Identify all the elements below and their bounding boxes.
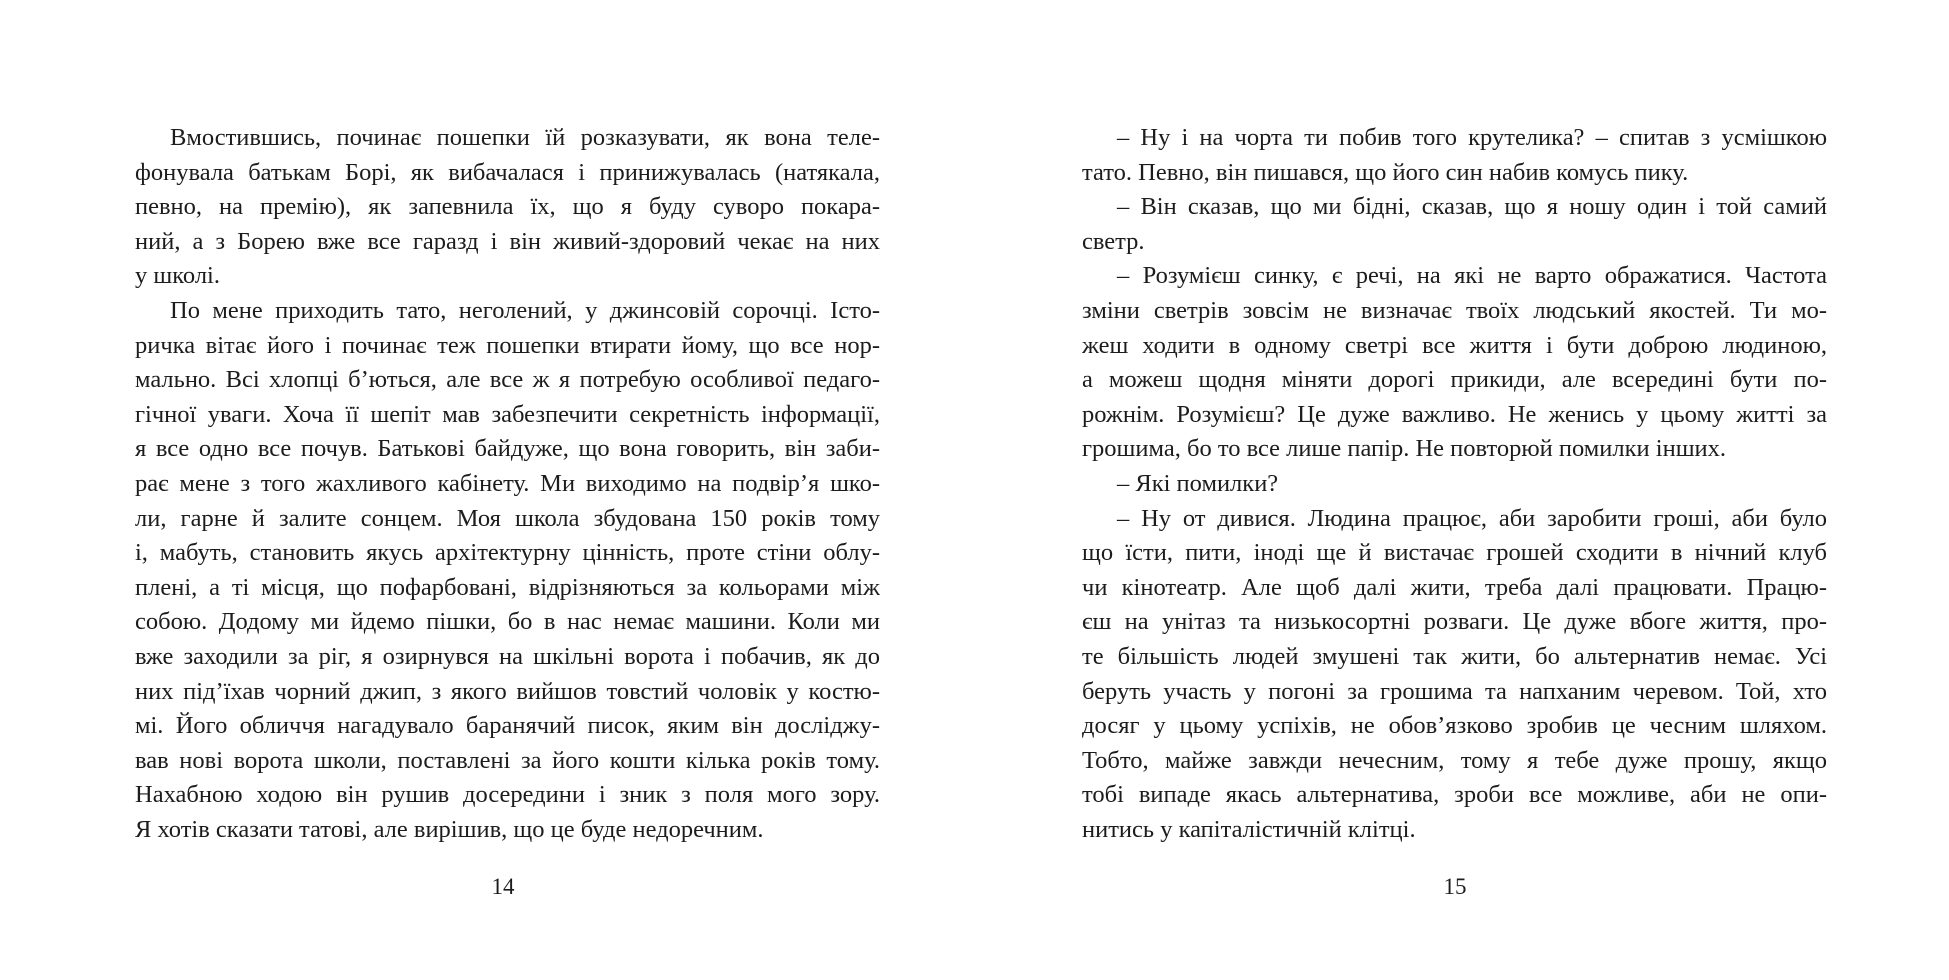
text-line: – Ну і на чорта ти побив того крутелика? – спитав з усмішкою — [1117, 124, 1827, 151]
text-line: Вмостившись, починає пошепки їй розказувати, як вона теле- — [170, 124, 880, 151]
text-line: светр. — [1082, 227, 1145, 255]
right-page-number: 15 — [1443, 874, 1467, 899]
text-line: мально. Всі хлопці б’ються, але все ж я потребую особливої педаго- — [135, 366, 880, 394]
text-line: ли, гарне й залите сонцем. Моя школа збудована 150 років тому — [135, 504, 880, 532]
text-line: ричка вітає його і починає теж пошепки втирати йому, що все нор- — [135, 331, 880, 359]
right-page — [975, 0, 1949, 980]
text-line: Тобто, майже завжди нечесним, тому я тебе дуже прошу, якщо — [1082, 746, 1827, 774]
text-line: єш на унітаз та низькосортні розваги. Це дуже вбоге життя, про- — [1082, 608, 1827, 636]
text-line: зміни светрів зовсім не визначає твоїх людський якостей. Ти мо- — [1082, 296, 1827, 324]
text-line: певно, на премію), як запевнила їх, що я буду суворо покара- — [135, 193, 880, 221]
text-line: що їсти, пити, іноді ще й вистачає грошей сходити в нічний клуб — [1082, 539, 1827, 567]
text-line: плені, а ті місця, що пофарбовані, відрізняються за кольорами між — [135, 573, 880, 601]
text-line: Я хотів сказати татові, але вирішив, що це буде недоречним. — [135, 815, 764, 843]
left-page-text — [135, 121, 880, 847]
text-line: них під’їхав чорний джип, з якого вийшов товстий чоловік у костю- — [135, 677, 880, 705]
text-line: фонувала батькам Борі, як вибачалася і принижувалась (натякала, — [135, 158, 880, 186]
text-line: ний, а з Борею вже все гаразд і він живий-здоровий чекає на них — [135, 227, 880, 255]
text-line: а можеш щодня міняти дорогі прикиди, але всередині бути по- — [1082, 366, 1827, 394]
text-line: я все одно все почув. Батькові байдуже, що вона говорить, він заби- — [135, 435, 880, 463]
text-line: тобі випаде якась альтернатива, зроби все можливе, аби не опи- — [1082, 781, 1827, 809]
text-line: гічної уваги. Хоча її шепіт мав забезпечити секретність інформації, — [135, 400, 880, 428]
text-line: мі. Його обличчя нагадувало баранячий писок, яким він дослiджу- — [135, 712, 880, 740]
text-line: рає мене з того жахливого кабінету. Ми виходимо на подвір’я шко- — [135, 469, 880, 497]
text-line: вав нові ворота школи, поставлені за його кошти кілька років тому. — [135, 746, 880, 774]
text-line: чи кінотеатр. Але щоб далі жити, треба далі працювати. Працю- — [1082, 573, 1827, 601]
text-line: рожнім. Розумієш? Це дуже важливо. Не женись у цьому житті за — [1082, 400, 1827, 428]
text-line: По мене приходить тато, неголений, у джинсовій сорочці. Істо- — [170, 296, 880, 324]
text-line: тато. Певно, він пишався, що його син набив комусь пику. — [1082, 158, 1689, 186]
text-line: вже заходили за ріг, я озирнувся на шкільні ворота і побачив, як до — [135, 642, 880, 670]
text-line: беруть участь у погоні за грошима та напханим черевом. Той, хто — [1082, 677, 1827, 705]
right-page-text — [1082, 121, 1827, 847]
text-line: – Розумієш синку, є речі, на які не варто ображатися. Частота — [1117, 262, 1827, 290]
text-line: нитись у капіталістичній клітці. — [1082, 815, 1416, 843]
text-line: жеш ходити в одному светрі все життя і бути доброю людиною, — [1082, 331, 1827, 359]
text-line: собою. Додому ми йдемо пішки, бо в нас немає машини. Коли ми — [135, 608, 880, 636]
text-line: грошима, бо то все лише папір. Не повторюй помилки інших. — [1082, 435, 1727, 463]
text-line: у школі. — [135, 262, 220, 290]
text-line: Нахабною ходою він рушив досередини і зник з поля мого зору. — [135, 781, 880, 809]
text-line: – Ну от дивися. Людина працює, аби заробити гроші, аби було — [1117, 504, 1827, 532]
left-page-number: 14 — [491, 874, 515, 899]
text-line: – Він сказав, що ми бідні, сказав, що я ношу один і той самий — [1117, 193, 1827, 221]
text-line: те більшість людей змушені так жити, бо альтернатив немає. Усі — [1082, 642, 1827, 670]
text-line: досяг у цьому успіхів, не обов’язково зробив це чесним шляхом. — [1082, 712, 1827, 740]
text-line: – Які помилки? — [1117, 469, 1279, 497]
text-line: і, мабуть, становить якусь архітектурну цінність, проте стіни облу- — [135, 539, 880, 567]
